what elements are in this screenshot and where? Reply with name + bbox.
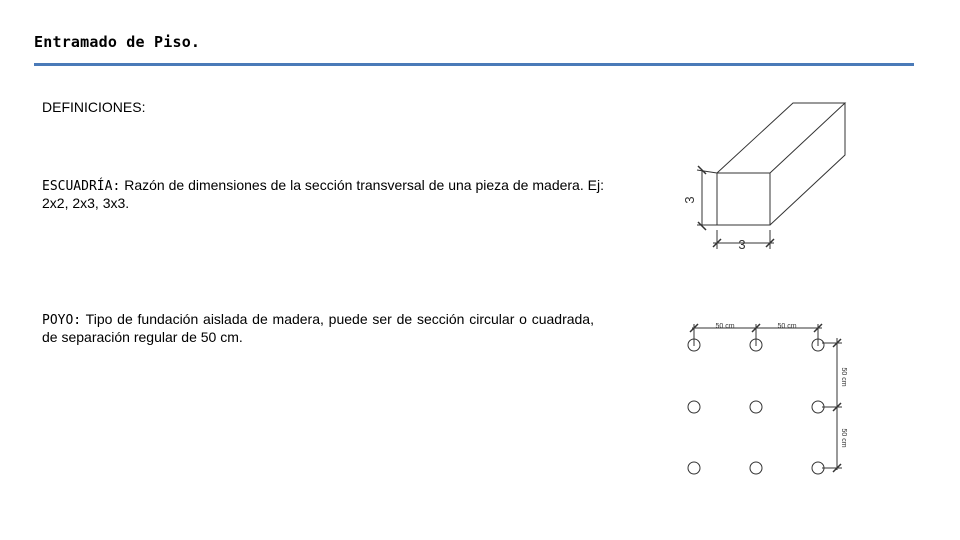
poyo-grid-diagram bbox=[682, 318, 852, 478]
poyo-spacing-label-top-1: 50 cm bbox=[715, 323, 735, 330]
beam-section-diagram bbox=[680, 100, 850, 260]
definition-poyo bbox=[42, 311, 594, 346]
definitions-heading: DEFINICIONES: bbox=[42, 99, 146, 115]
definition-escuadria bbox=[42, 177, 604, 212]
term-poyo: POYO: bbox=[42, 313, 82, 328]
beam-height-label: 3 bbox=[682, 196, 697, 204]
beam-width-label: 3 bbox=[738, 237, 746, 252]
definition-poyo-text: Tipo de fundación aislada de madera, puede ser de sección circular o cuadrada, de separación regular de 50 cm. bbox=[42, 311, 594, 345]
poyo-circle bbox=[688, 401, 700, 413]
beam-side-face bbox=[770, 103, 845, 225]
poyo-circle bbox=[750, 462, 762, 474]
poyo-spacing-label-top-2: 50 cm bbox=[777, 323, 797, 330]
beam-front-face bbox=[717, 173, 770, 225]
poyo-grid-svg bbox=[682, 318, 852, 478]
term-escuadria: ESCUADRÍA: bbox=[42, 179, 121, 194]
beam-section-svg bbox=[680, 100, 850, 260]
poyo-spacing-label-right-2: 50 cm bbox=[840, 428, 847, 448]
slide-title: Entramado de Piso. bbox=[34, 33, 201, 51]
title-divider bbox=[34, 63, 914, 66]
poyo-circle bbox=[688, 462, 700, 474]
poyo-circle bbox=[750, 401, 762, 413]
beam-top-face bbox=[717, 103, 845, 173]
beam-height-extension-top bbox=[697, 170, 717, 173]
definition-escuadria-text: Razón de dimensiones de la sección transversal de una pieza de madera. Ej: 2x2, 2x3, 3x3. bbox=[42, 177, 604, 211]
poyo-spacing-label-right-1: 50 cm bbox=[840, 367, 847, 387]
